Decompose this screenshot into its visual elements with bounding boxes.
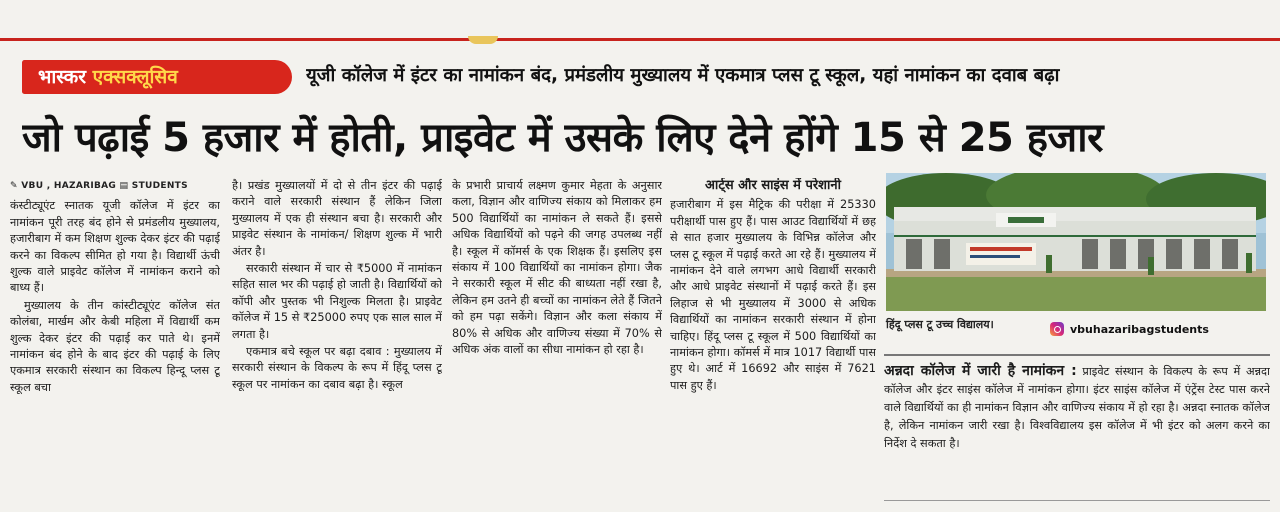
paragraph: के प्रभारी प्राचार्य लक्ष्मण कुमार मेहता के अनुसार कला, विज्ञान और वाणिज्य संकाय को मिलाकर हम 500 विद्यार्थियों का नामांकन ले सकते हैं। इससे अधिक विद्यार्थियों को पढ़ने की जगह उपलब्ध नहीं है। स्कूल में कॉमर्स के एक शिक्षक हैं। इसलिए इस संकाय में 100 विद्यार्थियों का नामांकन होगा। जैक ने सरकारी स्कूल में सीट की बाध्यता नहीं रखा है, लेकिन हम उतने ही बच्चों का नामांकन लेते हैं जितने को हम पढ़ा सकेंगे। विज्ञान और कला संकाय में 80% से अधिक और वाणिज्य संख्या में 70% से अधिक अंक वालों का सीधा नामांकन हो रहा है।	[452, 179, 662, 357]
box-heading: अन्नदा कॉलेज में जारी है नामांकन :	[884, 363, 1077, 379]
sidebar-box	[884, 354, 1270, 494]
paragraph: मुख्यालय के तीन कांस्टीट्यूएंट कॉलेज संत कोलंबा, मार्खम और केबी महिला में विद्यार्थी कम शुल्क देकर इंटर की पढ़ाई कर पाते थे। इनमें नामांकन बंद होने के बाद इंटर की पढ़ाई के लिए एकमात्र सरकारी संस्थान का विकल्प हिन्दू प्लस टू स्कूल बचा	[10, 298, 220, 394]
article-column-2	[232, 178, 442, 498]
box-text: प्राइवेट संस्थान के विकल्प के रूप में अन्नदा कॉलेज और इंटर साइंस कॉलेज में नामांकन होगा। इंटर साइंस कॉलेज में एंट्रेंस टेस्ट पास करने वाले विद्यार्थियों का ही नामांकन विज्ञान और वाणिज्य संकाय में हो रहा है। अन्नदा स्नातक कॉलेज है, लेकिन नामांकन जारी रखा है। विश्वविद्यालय इस कॉलेज में भी इंटर को अलग करने का निर्देश दे सकता है।	[884, 365, 1270, 450]
top-rule	[0, 38, 1280, 41]
instagram-handle-text: vbuhazaribagstudents	[1070, 322, 1209, 336]
byline-source: STUDENTS	[131, 181, 188, 191]
article-column-1	[10, 178, 220, 508]
books-icon: ▤	[119, 181, 129, 191]
exclusive-badge	[22, 60, 292, 94]
top-rule-mark	[468, 36, 498, 44]
paragraph: एकमात्र बचे स्कूल पर बढ़ा दबाव : मुख्यालय में सरकारी संस्थान के विकल्प के रूप में हिंदू प्लस टू स्कूल पर नामांकन का दबाव बढ़ा है। स्कूल	[232, 345, 442, 391]
pencil-icon: ✎	[10, 181, 18, 191]
paragraph: सरकारी संस्थान में चार से ₹5000 में नामांकन सहित साल भर की पढ़ाई हो जाती है। विद्यार्थियों को कॉपी और पुस्तक भी निशुल्क मिलता है। प्राइवेट कॉलेज में 15 से ₹25000 रुपए एक साल साल में लगता है।	[232, 262, 442, 341]
paragraph: हजारीबाग में इस मैट्रिक की परीक्षा में 25330 परीक्षार्थी पास हुए हैं। पास आउट विद्यार्थियों में छह से सात हजार मुख्यालय के विभिन्न कॉलेज और प्लस टू स्कूल में पढ़ाई करते आ रहे हैं। मुख्यालय में नामांकन देने वाले लगभग आधे विद्यार्थी सरकारी और आधे प्राइवेट संस्थानों में पढ़ाई करते हैं। इस लिहाज से भी मुख्यालय में 3000 से अधिक विद्यार्थियों का नामांकन सरकारी संस्थान में होना चाहिए। हिंदू प्लस टू स्कूल में 500 विद्यार्थियों का नामांकन होगा। कॉमर्स में मात्र 1017 विद्यार्थी पास हुए थे। आर्ट में 16692 और साइंस में 7621 पास हुए हैं।	[670, 198, 876, 392]
headline: जो पढ़ाई 5 हजार में होती, प्राइवेट में उसके लिए देने होंगे 15 से 25 हजार	[22, 115, 1103, 161]
badge-label: एक्सक्लूसिव	[92, 66, 178, 88]
bottom-rule	[884, 500, 1270, 501]
instagram-handle	[1050, 322, 1209, 336]
school-building-image	[886, 173, 1266, 311]
subheading: आर्ट्स और साइंस में परेशानी	[705, 178, 841, 193]
kicker-line: यूजी कॉलेज में इंटर का नामांकन बंद, प्रमंडलीय मुख्यालय में एकमात्र प्लस टू स्कूल, यहां नामांकन का दवाब बढ़ा	[306, 65, 1060, 86]
byline	[10, 178, 220, 194]
article-column-3	[452, 178, 662, 498]
badge-brand: भास्कर	[38, 66, 87, 88]
school-photo	[886, 173, 1266, 311]
paragraph: है। प्रखंड मुख्यालयों में दो से तीन इंटर की पढ़ाई कराने वाले सरकारी संस्थान हैं लेकिन जिला मुख्यालय में एक ही संस्थान बचा है। सरकारी और प्राइवेट संस्थान के नामांकन/ शिक्षण शुल्क में भारी अंतर है।	[232, 179, 442, 258]
byline-location: VBU , HAZARIBAG	[21, 181, 117, 191]
article-column-4	[670, 178, 876, 498]
photo-caption: हिंदू प्लस टू उच्च विद्यालय।	[886, 318, 994, 331]
paragraph: कंस्टीट्यूएंट स्नातक यूजी कॉलेज में इंटर का नामांकन पूरी तरह बंद होने से प्रमंडलीय मुख्यालय, हजारीबाग में कम शिक्षण शुल्क देकर इंटर की पढ़ाई करने का विकल्प सीमित हो गया है। विद्यार्थी ऊंची शुल्क वाले प्राइवेट कॉलेज में नामांकन कराने को बाध्य हैं।	[10, 199, 220, 295]
instagram-icon	[1050, 322, 1064, 336]
